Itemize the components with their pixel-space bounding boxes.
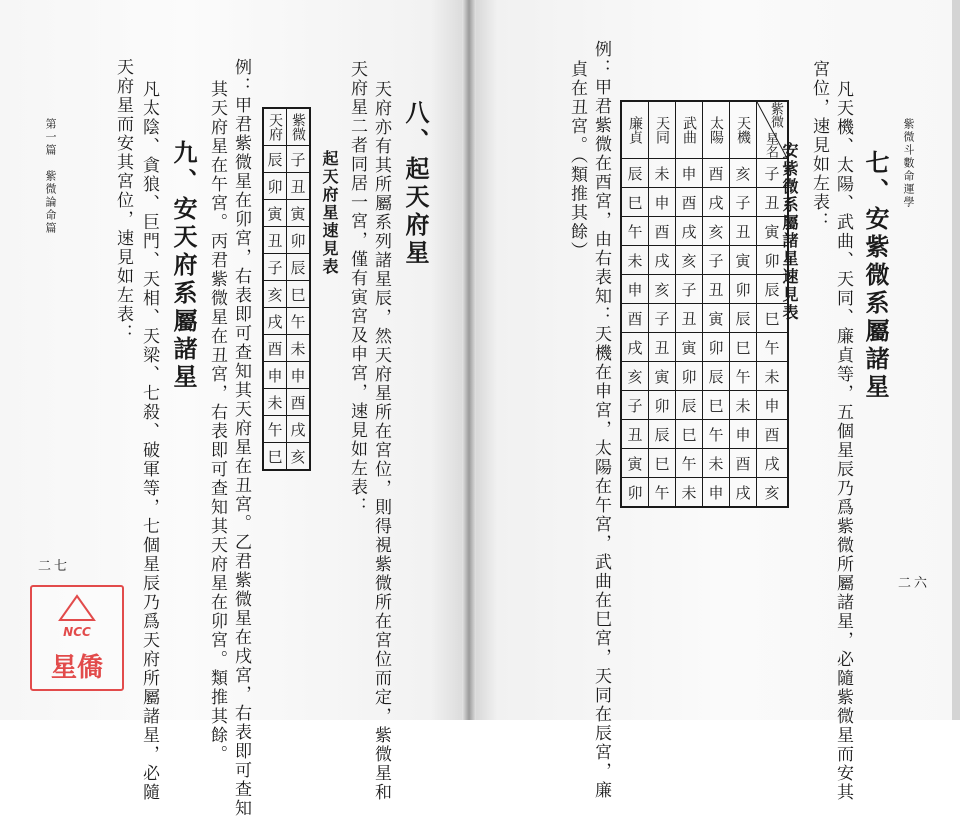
table-cell: 寅: [676, 333, 703, 362]
table-cell: 巳: [703, 391, 730, 420]
table-cell: 申: [287, 362, 311, 389]
table-cell: 辰: [287, 254, 311, 281]
table-cell: 寅: [621, 449, 649, 478]
star-name-header: 天同: [649, 101, 676, 159]
section7-table-title: 安紫微系屬諸星速見表: [780, 142, 799, 322]
book-gutter: [462, 0, 476, 720]
section7-example-line1: 例：甲君紫微在酉宮，由右表知：天機在申宮，太陽在午宮，武曲在巳宮，天同在辰宮，廉: [591, 40, 611, 800]
table-cell: 午: [263, 416, 287, 443]
ziwei-branch-cell: 卯: [757, 246, 789, 275]
table-cell: 申: [263, 362, 287, 389]
table-cell: 酉: [287, 389, 311, 416]
table-corner-cell: [757, 101, 789, 159]
table-cell: 子: [649, 304, 676, 333]
ziwei-branch-cell: 午: [757, 333, 789, 362]
table-cell: 酉: [263, 335, 287, 362]
table-cell: 巳: [649, 449, 676, 478]
table-cell: 酉: [730, 449, 757, 478]
table-cell: 亥: [676, 246, 703, 275]
publisher-stamp: [30, 585, 124, 691]
table-cell: 巳: [621, 188, 649, 217]
table-cell: 卯: [649, 391, 676, 420]
table-cell: 午: [649, 478, 676, 508]
ziwei-series-table: [620, 100, 789, 508]
table-cell: 酉: [676, 188, 703, 217]
table-cell: 子: [703, 246, 730, 275]
ziwei-branch-cell: 戌: [757, 449, 789, 478]
table-cell: 未: [263, 389, 287, 416]
star-name-header: 武曲: [676, 101, 703, 159]
table-cell: 午: [287, 308, 311, 335]
table-cell: 戌: [649, 246, 676, 275]
ziwei-branch-cell: 寅: [757, 217, 789, 246]
table-cell: 酉: [649, 217, 676, 246]
table-cell: 巳: [263, 443, 287, 471]
ziwei-branch-cell: 酉: [757, 420, 789, 449]
table-cell: 卯: [730, 275, 757, 304]
right-page-header: 紫微斗數命運學: [902, 118, 915, 209]
table-cell: 巳: [730, 333, 757, 362]
section8-example-line2: 其天府星在午宮。丙君紫微星在丑宮，右表即可查知其天府星在卯宮。類推其餘。: [207, 80, 227, 764]
section7-body-line2: 宮位，速見如左表：: [809, 60, 829, 231]
table-cell: 丑: [703, 275, 730, 304]
table-cell: 申: [730, 420, 757, 449]
table-cell: 酉: [621, 304, 649, 333]
ziwei-branch-cell: 未: [757, 362, 789, 391]
table-header-cell: 紫微: [287, 108, 311, 146]
table-cell: 未: [703, 449, 730, 478]
table-cell: 亥: [730, 159, 757, 188]
table-cell: 午: [621, 217, 649, 246]
section8-title: 八、起天府星: [401, 100, 430, 268]
table-cell: 辰: [730, 304, 757, 333]
ziwei-branch-cell: 子: [757, 159, 789, 188]
table-cell: 午: [703, 420, 730, 449]
corner-label-ziwei: 紫微: [768, 102, 783, 128]
section7-body-line1: 凡天機、太陽、武曲、天同、廉貞等，五個星辰乃爲紫微所屬諸星，必隨紫微星而安其: [833, 80, 853, 802]
table-cell: 丑: [621, 420, 649, 449]
table-cell: 未: [676, 478, 703, 508]
table-cell: 卯: [676, 362, 703, 391]
star-name-header: 廉貞: [621, 101, 649, 159]
section8-body-line2: 天府星二者同居一宮，僅有寅宮及申宮，速見如左表：: [347, 60, 367, 516]
table-cell: 寅: [649, 362, 676, 391]
table-cell: 子: [263, 254, 287, 281]
table-cell: 午: [676, 449, 703, 478]
table-cell: 申: [703, 478, 730, 508]
table-cell: 未: [730, 391, 757, 420]
section7-title: 七、安紫微系屬諸星: [861, 150, 890, 402]
table-header-cell: 天府: [263, 108, 287, 146]
left-page-header: 第一篇 紫微論命篇: [44, 118, 57, 235]
table-cell: 寅: [703, 304, 730, 333]
table-cell: 亥: [263, 281, 287, 308]
section9-body-line2: 天府星而安其宮位，速見如左表：: [113, 58, 133, 343]
table-cell: 未: [287, 335, 311, 362]
table-cell: 亥: [287, 443, 311, 471]
table-cell: 巳: [676, 420, 703, 449]
stamp-logo-text: NCC: [63, 625, 91, 639]
tianfu-table: [262, 107, 311, 471]
table-cell: 辰: [263, 146, 287, 173]
ziwei-branch-cell: 申: [757, 391, 789, 420]
table-cell: 未: [621, 246, 649, 275]
table-cell: 卯: [287, 227, 311, 254]
table-cell: 亥: [649, 275, 676, 304]
table-cell: 丑: [287, 173, 311, 200]
table-cell: 丑: [730, 217, 757, 246]
page-edge: [952, 0, 960, 720]
table-cell: 戌: [287, 416, 311, 443]
table-cell: 巳: [287, 281, 311, 308]
table-cell: 寅: [730, 246, 757, 275]
table-cell: 辰: [676, 391, 703, 420]
table-cell: 申: [676, 159, 703, 188]
ziwei-branch-cell: 亥: [757, 478, 789, 508]
star-name-header: 天機: [730, 101, 757, 159]
table-cell: 辰: [649, 420, 676, 449]
stamp-name: 星僑: [50, 653, 103, 683]
table-cell: 卯: [621, 478, 649, 508]
table-cell: 丑: [263, 227, 287, 254]
table-cell: 辰: [703, 362, 730, 391]
table-cell: 子: [730, 188, 757, 217]
section9-body-line1: 凡太陰、貪狼、巨門、天相、天梁、七殺、破軍等，七個星辰乃爲天府所屬諸星，必隨: [139, 80, 159, 802]
section8-body-line1: 天府亦有其所屬系列諸星辰，然天府星所在宮位，則得視紫微所在宮位而定，紫微星和: [371, 80, 391, 802]
table-cell: 未: [649, 159, 676, 188]
table-cell: 戌: [621, 333, 649, 362]
section8-table-title: 起天府星速見表: [320, 150, 339, 276]
table-cell: 子: [676, 275, 703, 304]
table-cell: 戌: [730, 478, 757, 508]
ziwei-branch-cell: 辰: [757, 275, 789, 304]
table-cell: 卯: [703, 333, 730, 362]
section8-example-line1: 例：甲君紫微星在卯宮，右表即可查知其天府星在丑宮。乙君紫微星在戌宮，右表即可查知: [231, 58, 251, 818]
triangle-logo-icon: [57, 593, 97, 623]
star-name-header: 太陽: [703, 101, 730, 159]
table-cell: 寅: [263, 200, 287, 227]
table-cell: 寅: [287, 200, 311, 227]
left-page-number: 二七: [38, 559, 71, 574]
table-cell: 申: [621, 275, 649, 304]
table-cell: 子: [621, 391, 649, 420]
table-cell: 卯: [263, 173, 287, 200]
ziwei-branch-cell: 丑: [757, 188, 789, 217]
corner-label-starname: 星名: [763, 132, 778, 158]
right-page-number: 二六: [898, 576, 931, 591]
table-cell: 亥: [621, 362, 649, 391]
table-cell: 酉: [703, 159, 730, 188]
table-cell: 丑: [649, 333, 676, 362]
section9-title: 九、安天府系屬諸星: [169, 140, 198, 392]
table-cell: 戌: [703, 188, 730, 217]
ziwei-branch-cell: 巳: [757, 304, 789, 333]
table-cell: 戌: [676, 217, 703, 246]
table-cell: 申: [649, 188, 676, 217]
table-cell: 子: [287, 146, 311, 173]
table-cell: 辰: [621, 159, 649, 188]
table-cell: 丑: [676, 304, 703, 333]
table-cell: 亥: [703, 217, 730, 246]
section7-example-line2: 貞在丑宮。（類推其餘）: [567, 60, 587, 261]
table-cell: 午: [730, 362, 757, 391]
table-cell: 戌: [263, 308, 287, 335]
